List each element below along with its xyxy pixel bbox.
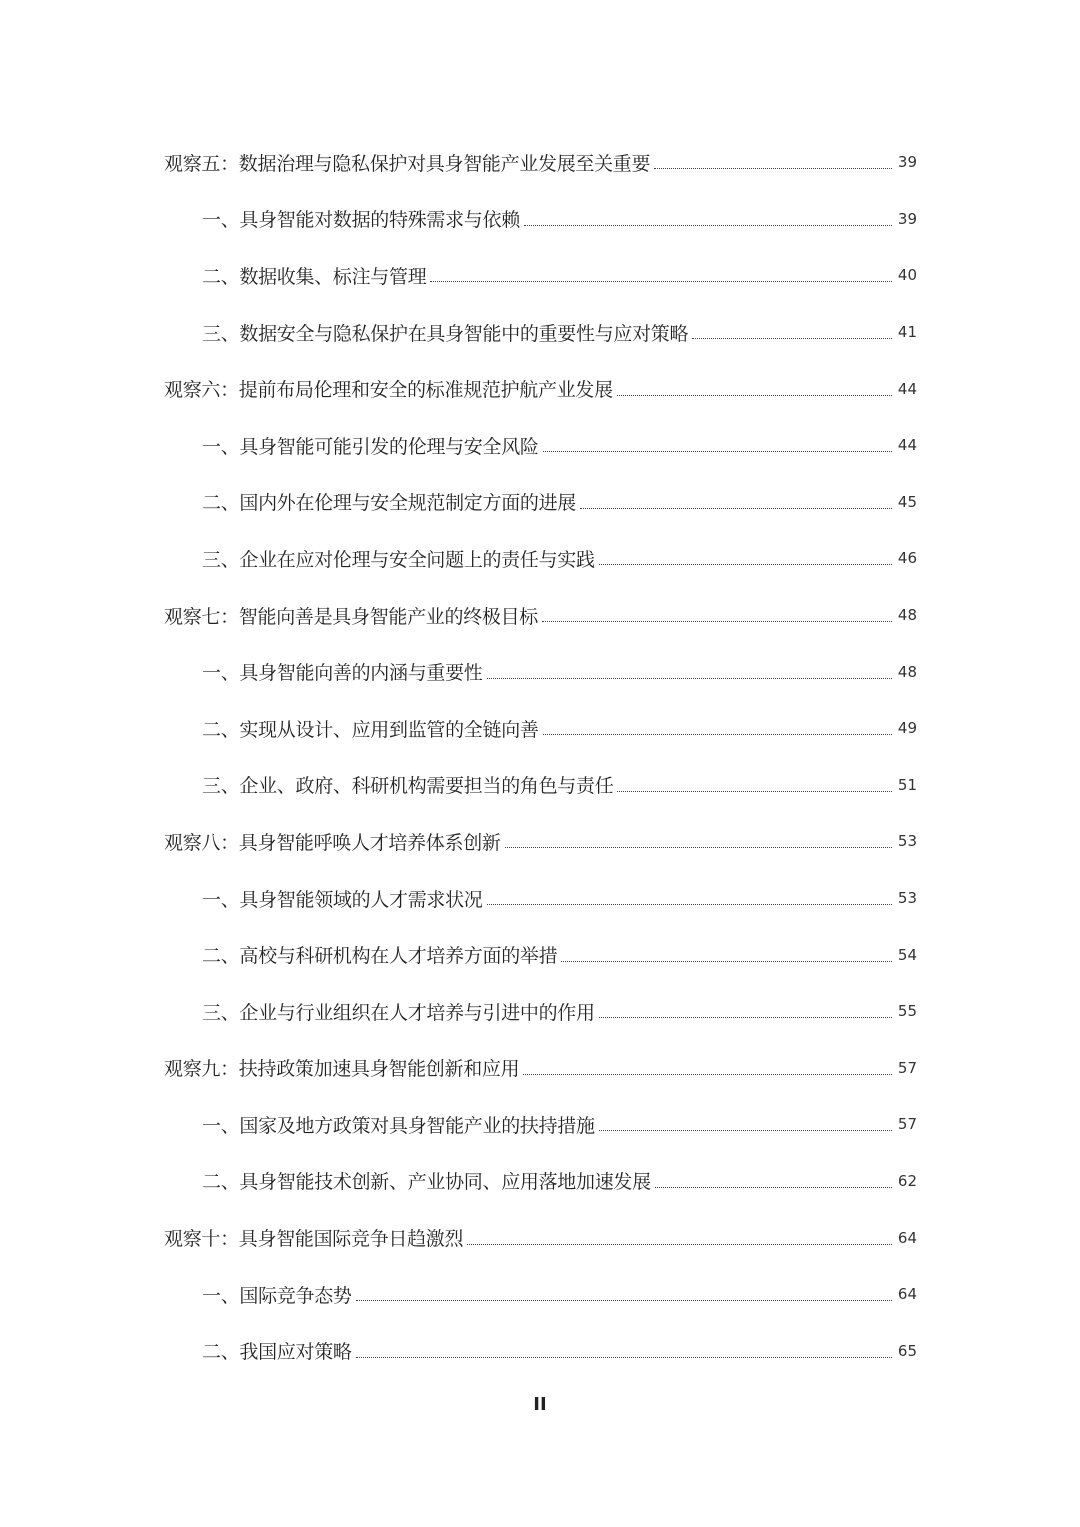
toc-entry-title: 三、企业与行业组织在人才培养与引进中的作用 [202,1001,595,1024]
toc-entry-page: 51 [897,775,917,794]
toc-entry-title: 三、数据安全与隐私保护在具身智能中的重要性与应对策略 [202,322,689,345]
toc-entry[interactable] [0,1322,1080,1379]
toc-leader-dots [356,1299,892,1301]
toc-entry-page: 45 [897,492,917,511]
toc-entry-title: 二、具身智能技术创新、产业协同、应用落地加速发展 [202,1171,651,1194]
toc-leader-dots [487,677,892,679]
toc-entry-title: 二、我国应对策略 [202,1341,352,1364]
toc-leader-dots [599,563,892,565]
toc-entry-title: 三、企业在应对伦理与安全问题上的责任与实践 [202,548,595,571]
toc-entry-title: 观察五：数据治理与隐私保护对具身智能产业发展至关重要 [164,152,651,175]
toc-leader-dots [523,1073,892,1075]
toc-leader-dots [617,394,892,396]
toc-entry[interactable] [0,417,1080,474]
toc-entry[interactable] [0,191,1080,248]
toc-entry-title: 一、具身智能向善的内涵与重要性 [202,662,483,685]
toc-entry-page: 55 [897,1002,917,1021]
toc-entry[interactable] [0,983,1080,1040]
toc-leader-dots [542,620,892,622]
toc-entry[interactable] [0,134,1080,191]
toc-entry[interactable] [0,1153,1080,1210]
toc-entry-page: 57 [897,1058,917,1077]
toc-entry[interactable] [0,474,1080,531]
page-number: II [533,1394,547,1415]
toc-entry[interactable] [0,926,1080,983]
toc-entry[interactable] [0,304,1080,361]
toc-entry[interactable] [0,587,1080,644]
toc-entry-page: 53 [897,889,917,908]
toc-entry-title: 一、具身智能对数据的特殊需求与依赖 [202,209,520,232]
toc-entry-page: 46 [897,549,917,568]
toc-leader-dots [543,450,892,452]
toc-leader-dots [599,1129,892,1131]
toc-leader-dots [356,1356,892,1358]
toc-entry-page: 40 [897,266,917,285]
toc-entry-title: 二、实现从设计、应用到监管的全链向善 [202,718,539,741]
toc-leader-dots [487,903,892,905]
toc-entry-page: 64 [897,1285,917,1304]
toc-entry[interactable] [0,643,1080,700]
toc-entry[interactable] [0,1209,1080,1266]
toc-entry-page: 64 [897,1228,917,1247]
toc-entry-page: 44 [897,436,917,455]
toc-entry-page: 57 [897,1115,917,1134]
toc-entry[interactable] [0,700,1080,757]
toc-entry-title: 观察十：具身智能国际竞争日趋激烈 [164,1228,464,1251]
toc-entry-title: 观察八：具身智能呼唤人才培养体系创新 [164,831,501,854]
toc-leader-dots [467,1243,892,1245]
toc-entry-title: 一、国家及地方政策对具身智能产业的扶持措施 [202,1114,595,1137]
toc-entry-title: 一、国际竞争态势 [202,1284,352,1307]
toc-entry[interactable] [0,870,1080,927]
toc-leader-dots [617,790,892,792]
table-of-contents [0,134,1080,1379]
toc-leader-dots [430,280,892,282]
toc-entry-title: 二、国内外在伦理与安全规范制定方面的进展 [202,492,577,515]
toc-entry-title: 观察七：智能向善是具身智能产业的终极目标 [164,605,539,628]
toc-entry[interactable] [0,360,1080,417]
toc-entry[interactable] [0,1040,1080,1097]
toc-entry-title: 一、具身智能领域的人才需求状况 [202,888,483,911]
toc-entry-page: 49 [897,719,917,738]
toc-entry[interactable] [0,813,1080,870]
toc-entry[interactable] [0,247,1080,304]
toc-leader-dots [692,337,892,339]
toc-entry-title: 三、企业、政府、科研机构需要担当的角色与责任 [202,775,614,798]
toc-entry-page: 44 [897,379,917,398]
toc-entry-page: 62 [897,1171,917,1190]
toc-leader-dots [654,167,892,169]
toc-entry-title: 二、数据收集、标注与管理 [202,265,427,288]
toc-entry-title: 二、高校与科研机构在人才培养方面的举措 [202,945,558,968]
toc-leader-dots [543,733,892,735]
toc-entry-page: 48 [897,662,917,681]
toc-leader-dots [524,224,892,226]
toc-leader-dots [580,507,892,509]
toc-leader-dots [561,960,892,962]
toc-entry-page: 48 [897,606,917,625]
toc-leader-dots [599,1016,892,1018]
toc-entry-page: 39 [897,153,917,172]
toc-entry-title: 观察六：提前布局伦理和安全的标准规范护航产业发展 [164,379,613,402]
toc-entry-title: 观察九：扶持政策加速具身智能创新和应用 [164,1058,520,1081]
toc-entry[interactable] [0,530,1080,587]
toc-entry-page: 54 [897,945,917,964]
toc-entry-page: 41 [897,323,917,342]
toc-leader-dots [655,1186,892,1188]
toc-entry-page: 65 [897,1341,917,1360]
toc-entry[interactable] [0,757,1080,814]
toc-entry-title: 一、具身智能可能引发的伦理与安全风险 [202,435,539,458]
toc-entry[interactable] [0,1096,1080,1153]
toc-entry-page: 39 [897,209,917,228]
toc-entry-page: 53 [897,832,917,851]
toc-entry[interactable] [0,1266,1080,1323]
toc-leader-dots [505,846,892,848]
